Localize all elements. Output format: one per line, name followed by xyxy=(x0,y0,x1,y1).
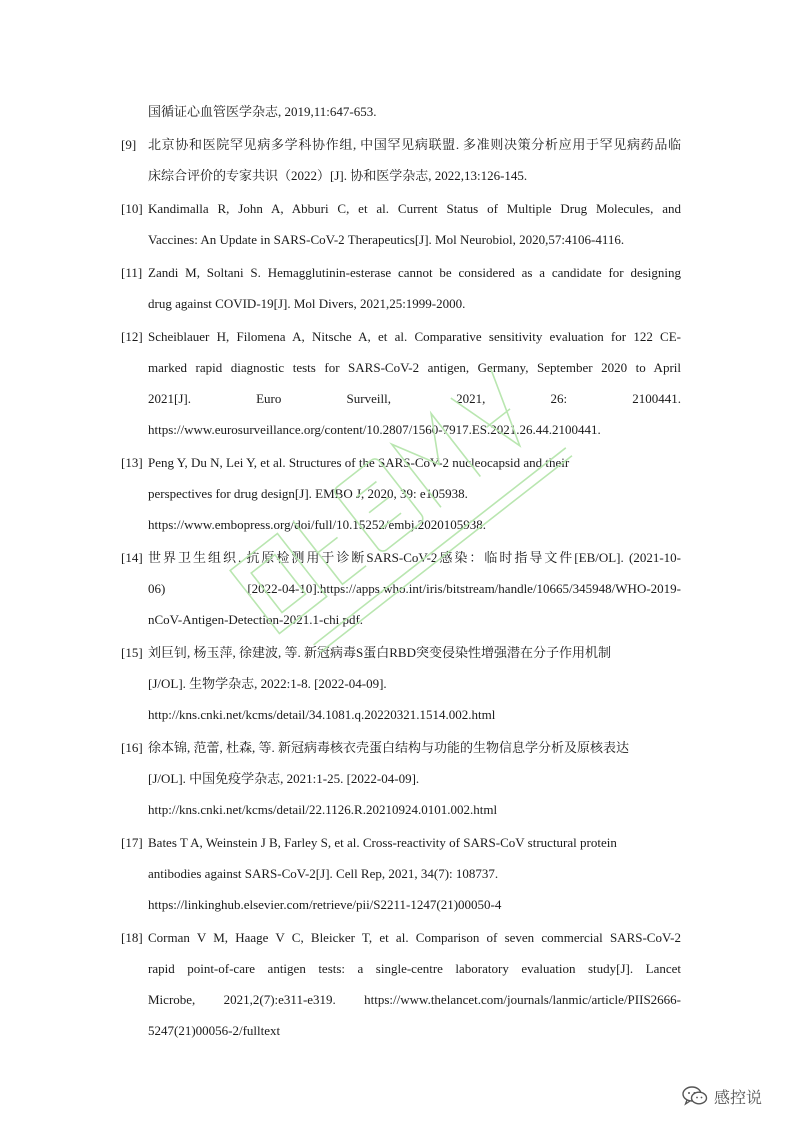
wechat-icon xyxy=(682,1085,708,1107)
reference-line: 床综合评价的专家共识（2022）[J]. 协和医学杂志, 2022,13:126-145. xyxy=(148,168,528,183)
reference-line: 刘巨钊, 杨玉萍, 徐建波, 等. 新冠病毒S蛋白RBD突变侵染性增强潜在分子作用机制 xyxy=(148,645,611,660)
reference-line: nCoV-Antigen-Detection-2021.1-chi.pdf. xyxy=(148,612,364,627)
reference-number: [15] xyxy=(121,645,143,660)
reference-continuation xyxy=(121,96,681,127)
reference-number: [12] xyxy=(121,329,143,344)
reference-number: [10] xyxy=(121,201,143,216)
reference-line: perspectives for drug design[J]. EMBO J, 2020, 39: e105938. xyxy=(148,486,468,501)
reference-line: Microbe, 2021,2(7):e311-e319. https://www.thelancet.com/journals/lanmic/article/PIIS2666- xyxy=(148,992,681,1007)
reference-line: https://www.embopress.org/doi/full/10.15252/embj.2020105938. xyxy=(148,517,486,532)
reference-line: 5247(21)00056-2/fulltext xyxy=(148,1023,281,1038)
reference-line: 06) [2022-04-10].https://apps.who.int/iris/bitstream/handle/10665/345948/WHO-2019- xyxy=(148,581,681,596)
reference-item-11 xyxy=(121,257,681,319)
reference-number: [11] xyxy=(121,265,143,280)
reference-number: [17] xyxy=(121,835,143,850)
reference-line: [J/OL]. 生物学杂志, 2022:1-8. [2022-04-09]. xyxy=(148,676,387,691)
reference-line: 徐本锦, 范蕾, 杜森, 等. 新冠病毒核衣壳蛋白结构与功能的生物信息学分析及原核表达 xyxy=(148,740,630,755)
reference-line: 2021[J]. Euro Surveill, 2021, 26: 2100441. xyxy=(148,391,681,406)
reference-line: https://www.eurosurveillance.org/content/10.2807/1560-7917.ES.2021.26.44.2100441. xyxy=(148,422,601,437)
reference-line: antibodies against SARS-CoV-2[J]. Cell Rep, 2021, 34(7): 108737. xyxy=(148,866,499,881)
reference-item-14 xyxy=(121,542,681,635)
reference-line: Scheiblauer H, Filomena A, Nitsche A, et al. Comparative sensitivity evaluation for 122 CE- xyxy=(148,329,681,344)
reference-item-16 xyxy=(121,732,681,825)
reference-line: Peng Y, Du N, Lei Y, et al. Structures of the SARS-CoV-2 nucleocapsid and their xyxy=(148,455,570,470)
reference-item-15 xyxy=(121,637,681,730)
reference-line: Vaccines: An Update in SARS-CoV-2 Therapeutics[J]. Mol Neurobiol, 2020,57:4106-4116. xyxy=(148,232,625,247)
reference-number: [14] xyxy=(121,550,143,565)
reference-number: [16] xyxy=(121,740,143,755)
reference-line: marked rapid diagnostic tests for SARS-CoV-2 antigen, Germany, September 2020 to April xyxy=(148,360,681,375)
reference-line: Zandi M, Soltani S. Hemagglutinin-esterase cannot be considered as a candidate for designing xyxy=(148,265,681,280)
reference-line: http://kns.cnki.net/kcms/detail/22.1126.R.20210924.0101.002.html xyxy=(148,802,498,817)
footer-logo xyxy=(682,1083,762,1109)
reference-line: Bates T A, Weinstein J B, Farley S, et al. Cross-reactivity of SARS-CoV structural protein xyxy=(148,835,617,850)
reference-line: https://linkinghub.elsevier.com/retrieve/pii/S2211-1247(21)00050-4 xyxy=(148,897,502,912)
reference-line: drug against COVID-19[J]. Mol Divers, 2021,25:1999-2000. xyxy=(148,296,466,311)
reference-item-13 xyxy=(121,447,681,540)
reference-line: rapid point-of-care antigen tests: a single-centre laboratory evaluation study[J]. Lancet xyxy=(148,961,681,976)
reference-number: [13] xyxy=(121,455,143,470)
reference-line: Kandimalla R, John A, Abburi C, et al. Current Status of Multiple Drug Molecules, and xyxy=(148,201,681,216)
reference-line: 国循证心血管医学杂志, 2019,11:647-653. xyxy=(148,104,377,119)
reference-item-9 xyxy=(121,129,681,191)
reference-line: http://kns.cnki.net/kcms/detail/34.1081.q.20220321.1514.002.html xyxy=(148,707,496,722)
reference-line: 北京协和医院罕见病多学科协作组, 中国罕见病联盟. 多准则决策分析应用于罕见病药品临 xyxy=(148,137,681,152)
reference-line: 世界卫生组织. 抗原检测用于诊断SARS-CoV-2感染：临时指导文件[EB/OL]. (2021-10- xyxy=(148,550,681,565)
reference-item-18 xyxy=(121,922,681,1046)
reference-line: Corman V M, Haage V C, Bleicker T, et al. Comparison of seven commercial SARS-CoV-2 xyxy=(148,930,681,945)
reference-item-10 xyxy=(121,193,681,255)
reference-number: [18] xyxy=(121,930,143,945)
footer-label: 感控说 xyxy=(714,1087,763,1107)
reference-list xyxy=(121,96,681,1046)
reference-number: [9] xyxy=(121,137,137,152)
reference-item-12 xyxy=(121,321,681,445)
reference-item-17 xyxy=(121,827,681,920)
reference-line: [J/OL]. 中国免疫学杂志, 2021:1-25. [2022-04-09]. xyxy=(148,771,420,786)
